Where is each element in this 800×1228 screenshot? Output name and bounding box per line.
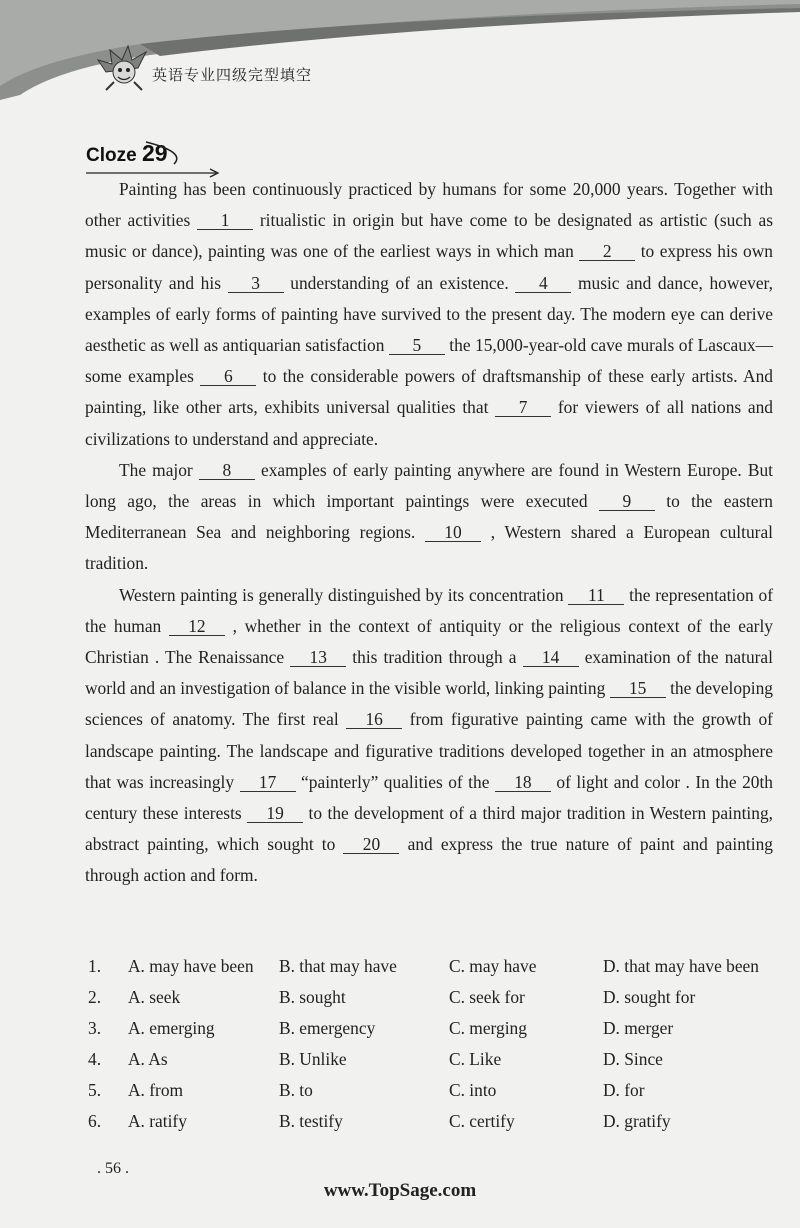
blank-14: 14 (523, 648, 579, 667)
question-number: 6. (88, 1111, 102, 1131)
option-b: B. that may have (279, 956, 397, 976)
blank-7: 7 (495, 398, 551, 417)
option-a: A. ratify (128, 1111, 187, 1131)
option-c: C. seek for (449, 987, 525, 1007)
option-d: D. that may have been (603, 956, 759, 976)
option-c: C. Like (449, 1049, 502, 1069)
option-b: B. sought (279, 987, 346, 1007)
question-number: 5. (88, 1080, 102, 1100)
cloze-number: 29 (141, 140, 168, 166)
blank-18: 18 (495, 773, 551, 792)
option-row (88, 1111, 788, 1142)
option-a: A. emerging (128, 1018, 215, 1038)
blank-5: 5 (389, 336, 445, 355)
question-number: 3. (88, 1018, 102, 1038)
option-c: C. into (449, 1080, 497, 1100)
blank-15: 15 (610, 679, 666, 698)
option-row (88, 1018, 788, 1049)
option-b: B. Unlike (279, 1049, 347, 1069)
option-d: D. gratify (603, 1111, 671, 1131)
blank-1: 1 (197, 211, 253, 230)
blank-2: 2 (579, 242, 635, 261)
option-d: D. merger (603, 1018, 674, 1038)
blank-20: 20 (343, 835, 399, 854)
blank-3: 3 (228, 274, 284, 293)
cloze-arrow-icon (86, 140, 226, 178)
option-d: D. Since (603, 1049, 663, 1069)
page-number: . 56 . (97, 1160, 129, 1177)
option-a: A. seek (128, 987, 181, 1007)
blank-17: 17 (240, 773, 296, 792)
option-b: B. emergency (279, 1018, 376, 1038)
option-row (88, 1080, 788, 1111)
option-a: A. from (128, 1080, 184, 1100)
blank-4: 4 (515, 274, 571, 293)
paragraph-1: Painting has been continuously practiced by humans for some 20,000 years. Together with other activities 1 ritualistic in origin but have come to be designated as artistic (such as music or dance), painting was one of the earliest ways in which man 2 to express his own personality and his 3 understanding of an existence. 4 music and dance, however, examples of early forms of painting have survived to the present day. The modern eye can derive aesthetic as well as antiquarian satisfaction 5 the 15,000-year-old cave murals of Lascaux—some examples 6 to the considerable powers of draftsmanship of these early artists. And painting, like other arts, exhibits universal qualities that 7 for viewers of all nations and civilizations to understand and appreciate. (85, 179, 774, 449)
option-c: C. certify (449, 1111, 515, 1131)
option-a: A. may have been (128, 956, 254, 976)
option-c: C. may have (449, 956, 537, 976)
option-row (88, 987, 788, 1018)
option-b: B. testify (279, 1111, 343, 1131)
question-number: 2. (88, 987, 102, 1007)
option-row (88, 956, 788, 987)
blank-19: 19 (247, 804, 303, 823)
blank-11: 11 (568, 586, 624, 605)
question-number: 1. (88, 956, 102, 976)
blank-8: 8 (199, 461, 255, 480)
option-a: A. As (128, 1049, 168, 1069)
option-c: C. merging (449, 1018, 527, 1038)
blank-9: 9 (599, 492, 655, 511)
blank-16: 16 (346, 710, 402, 729)
paragraph-3: Western painting is generally distinguished by its concentration 11 the representation of the human 12 , whether in the context of antiquity or the religious context of the early Christian . The Renaissance 13 this tradition through a 14 examination of the natural world and an investigation of balance in the visible world, linking painting 15 the developing sciences of anatomy. The first real 16 from figurative painting came with the growth of landscape painting. The landscape and figurative traditions developed together in an atmosphere that was increasingly 17 “painterly” qualities of the 18 of light and color . In the 20th century these interests 19 to the development of a third major tradition in Western painting, abstract painting, which sought to 20 and express the true nature of paint and painting through action and form. (85, 584, 774, 886)
blank-13: 13 (290, 648, 346, 667)
blank-6: 6 (200, 367, 256, 386)
option-d: D. for (603, 1080, 645, 1100)
question-number: 4. (88, 1049, 102, 1069)
passage (85, 174, 773, 892)
header-title: 英语专业四级完型填空 (152, 66, 313, 84)
option-d: D. sought for (603, 987, 696, 1007)
option-b: B. to (279, 1080, 313, 1100)
blank-12: 12 (169, 617, 225, 636)
cartoon-mascot-icon (96, 42, 150, 92)
cloze-word: Cloze (86, 145, 137, 166)
footer-site: www.TopSage.com (323, 1180, 477, 1201)
blank-10: 10 (425, 523, 481, 542)
option-row (88, 1049, 788, 1080)
paragraph-2: The major 8 examples of early painting anywhere are found in Western Europe. But long ago, the areas in which important paintings were executed 9 to the eastern Mediterranean Sea and neighboring regions. 10 , Western shared a European cultural tradition. (85, 459, 773, 574)
options-list (88, 956, 788, 1142)
